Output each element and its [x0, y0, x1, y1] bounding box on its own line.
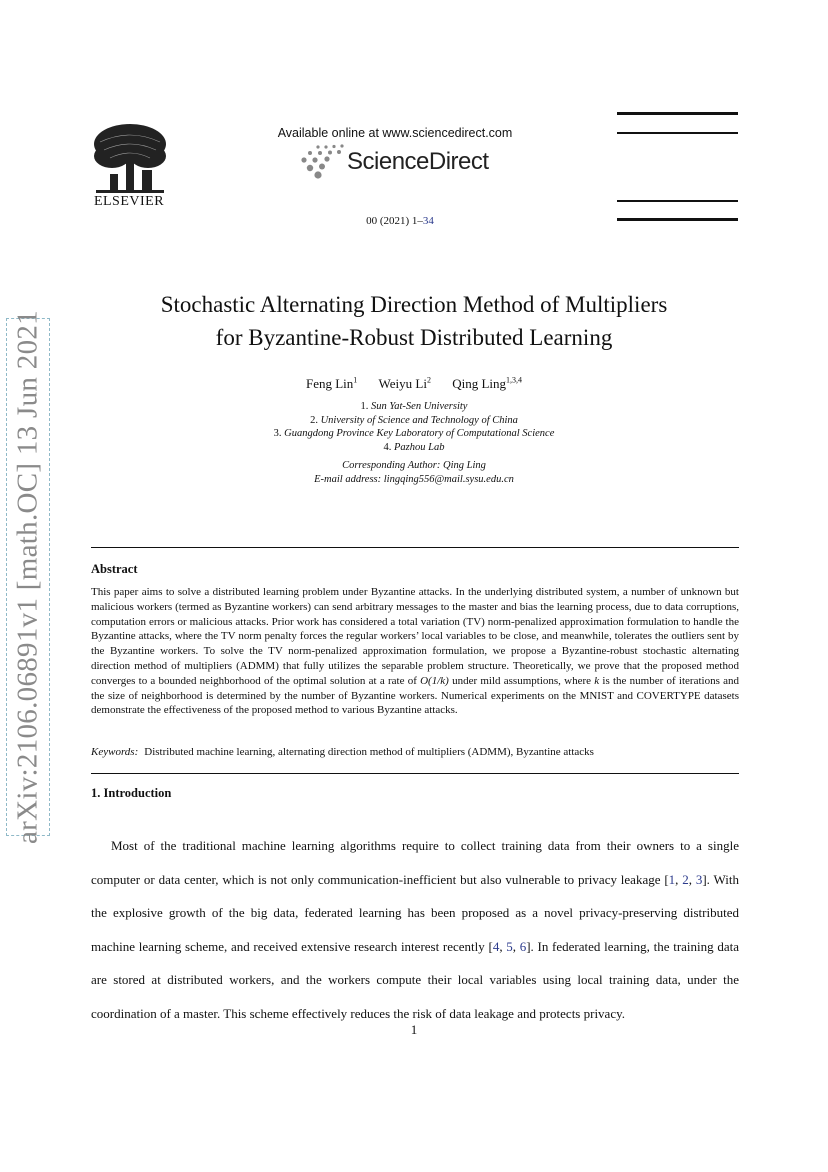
affiliation: 1. Sun Yat-Sen University — [360, 401, 468, 412]
convergence-rate: O(1/k) — [420, 674, 449, 687]
available-online-link[interactable]: Available online at www.sciencedirect.com — [277, 126, 513, 140]
paper-title — [0, 288, 828, 354]
citation-link[interactable]: 4 — [492, 938, 500, 954]
section-heading-introduction: 1. Introduction — [91, 786, 172, 800]
header-rule — [617, 218, 738, 221]
journal-reference — [0, 215, 800, 227]
header-rule — [617, 132, 738, 134]
citation-link[interactable]: 1 — [668, 871, 676, 887]
affiliation: 4. Pazhou Lab — [383, 441, 445, 453]
sciencedirect-logo[interactable]: ScienceDirect — [347, 148, 489, 175]
citation-link[interactable]: 5 — [506, 938, 513, 954]
page-number: 1 — [410, 1022, 418, 1037]
arxiv-identifier[interactable]: arXiv:2106.06891v1 [math.OC] 13 Jun 2021 — [11, 310, 44, 844]
abstract-text: This paper aims to solve a distributed learning problem under Byzantine attacks. In the underlying distributed system, a number of unknown but malicious workers (termed as Byzantine workers) can send arbitrary messages to the master and bias the learning process, due to data corruptions, computation errors or malicious attacks. Prior work has considered a total variation (TV) norm-penalized approximation formulation to handle the Byzantine attacks, where the TV norm penalty forces the regular workers’ local variables to be close, and meanwhile, tolerates the outliers sent by the Byzantine workers. To solve the TV norm-penalized approximation formulation, we propose a Byzantine-robust stochastic alternating direction method of multipliers (ADMM) that fully utilizes the separable problem structure. Theoretically, we prove that the proposed method converges to a bounded neighborhood of the optimal solution at a rate of O(1/k) under mild assumptions, where k is the number of iterations and the size of neighborhood is determined by the number of Byzantine workers. Numerical experiments on the MNIST and COVERTYPE datasets demonstrate the effectiveness of the proposed method to various Byzantine attacks. — [91, 586, 739, 717]
arxiv-stamp — [6, 310, 50, 844]
author-email: E-mail address: lingqing556@mail.sysu.edu.cn — [314, 473, 514, 485]
section-divider — [91, 547, 739, 548]
journal-pages: 00 (2021) 1– — [366, 215, 423, 227]
title-line-2: for Byzantine-Robust Distributed Learning — [215, 325, 613, 350]
keywords-text: Distributed machine learning, alternating direction method of multipliers (ADMM), Byzantine attacks — [144, 746, 594, 758]
citation-link[interactable]: 6 — [519, 938, 527, 954]
author: Feng Lin$^1$ — [305, 376, 358, 392]
header-rule — [617, 200, 738, 202]
title-line-1: Stochastic Alternating Direction Method of Multipliers — [160, 292, 668, 317]
author: Weiyu Li$^2$ — [378, 376, 431, 392]
citation-link[interactable]: 2 — [682, 871, 689, 887]
citation-link[interactable]: 3 — [695, 871, 703, 887]
introduction-paragraph: Most of the traditional machine learning algorithms require to collect training data from their owners to a single computer or data center, which is not only communication-inefficient but also vulnerable to privacy leakage [1, 2, 3]. With the explosive growth of the big data, federated learning has been proposed as a novel privacy-preserving distributed machine learning scheme, and received extensive research interest recently [4, 5, 6]. In federated learning, the training data are stored at distributed workers, and the workers compute their local variables using local training data, under the coordination of a master. This scheme effectively reduces the risk of data leakage and protects privacy. — [91, 838, 739, 1021]
header-rule — [617, 112, 738, 115]
publisher-name: ELSEVIER — [93, 194, 165, 209]
affiliation: 3. Guangdong Province Key Laboratory of Computational Science — [273, 428, 555, 439]
corresponding-author: Corresponding Author: Qing Ling — [342, 460, 486, 471]
correspondence — [0, 459, 828, 486]
last-page-link[interactable]: 34 — [422, 215, 434, 227]
affiliation-list — [0, 400, 828, 454]
author-list — [0, 376, 828, 392]
keywords — [91, 746, 594, 758]
section-divider — [91, 773, 739, 774]
keywords-label: Keywords: — [91, 746, 139, 758]
author: Qing Ling$^{1,3,4}$ — [452, 376, 523, 392]
abstract-heading: Abstract — [91, 562, 138, 576]
affiliation: 2. University of Science and Technology of China — [310, 414, 518, 426]
